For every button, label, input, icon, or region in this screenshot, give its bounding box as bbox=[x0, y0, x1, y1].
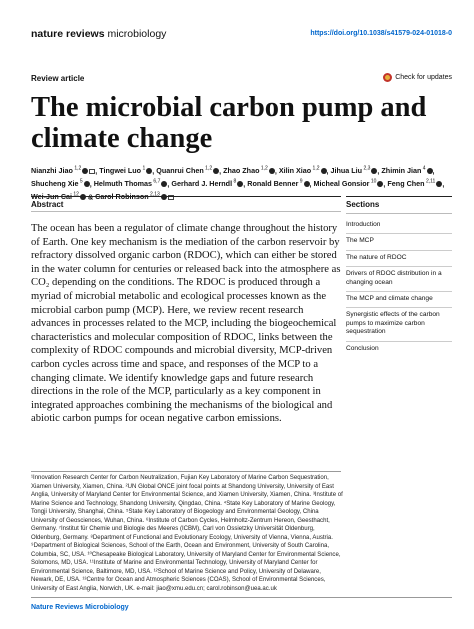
author-name: Feng Chen bbox=[387, 179, 425, 189]
author-affiliation-number: 1 bbox=[141, 166, 146, 172]
orcid-icon[interactable] bbox=[304, 181, 310, 187]
author[interactable] bbox=[99, 166, 152, 175]
affiliations-text: ¹Innovation Research Center for Carbon Neutralization, Fujian Key Laboratory of Marine Carbon Sequestration, Xiamen University, Xiamen, China. ²UN Global ONCE joint focal points at Shandong University, University of East Anglia, University of Maryland Center for Environmental Science, and Xiamen University, Xiamen, China. ³Institute of Marine Science and Technology, Shandong University, Qingdao, China. ⁴State Key Laboratory of Marine Geology, Tongji University, Shanghai, China. ⁵State Key Laboratory of Biogeology and Environmental Geology, China University of Geosciences, Wuhan, China. ⁶Institute of Carbon Cycles, Helmholtz-Zentrum Hereon, Geesthacht, Germany. ⁷Institut für Chemie und Biologie des Meeres (ICBM), Carl von Ossietzky Universität Oldenburg, Oldenburg, Germany. ⁸Department of Functional and Evolutionary Ecology, University of Vienna, Vienna, Austria. ⁹Department of Biological Sciences, School of the Earth, Ocean and Environment, University of South Carolina, Columbia, SC, USA. ¹⁰Chesapeake Biological Laboratory, University of Maryland Center for Environmental Science, Solomons, MD, USA. ¹¹Institute of Marine and Environmental Technology, University of Maryland Center for Environmental Science, Baltimore, MD, USA. ¹²School of Marine Science and Policy, University of Delaware, Newark, DE, USA. ¹³Centre for Ocean and Atmospheric Sciences (COAS), School of Environmental Sciences, University of East Anglia, Norwich, UK. bbox=[31, 475, 343, 592]
sections-heading: Sections bbox=[346, 200, 380, 209]
orcid-icon[interactable] bbox=[427, 168, 433, 174]
author-name: Xilin Xiao bbox=[278, 166, 312, 176]
author-affiliation-number: 10 bbox=[369, 178, 377, 185]
orcid-icon[interactable] bbox=[377, 181, 383, 187]
journal-name-rest: microbiology bbox=[104, 28, 167, 40]
author-affiliation-number: 1,2 bbox=[72, 166, 82, 172]
author[interactable] bbox=[279, 166, 327, 175]
author-list: Nianzhi Jiao $^{1,2}$ , Tingwei Luo $^1$ , Quanrui Chen $^{1,2}$ , Zhao Zhao $^{1,2}$ , Xilin Xiao $^{1,2}$ , Jihua Liu $^{2,3}$ , Zhimin Jian $^4$ , Shucheng Xie $^5$ , Helmuth Thomas $^{6,7}$ , Gerhard J. Herndl $^8$ , Ronald Benner $^9$ , Micheal Gonsior $^{10}$ , Feng Chen $^{2,11}$ , Wei-Jun Cai $^{12}$ & Carol Robinson $^{2,13}$ bbox=[31, 166, 445, 202]
orcid-icon[interactable] bbox=[213, 168, 219, 174]
author-name: Micheal Gonsior bbox=[313, 179, 370, 189]
orcid-icon[interactable] bbox=[269, 168, 275, 174]
author-name: Wei-Jun Cai bbox=[31, 192, 73, 202]
article-title: The microbial carbon pump and climate change bbox=[31, 92, 427, 154]
author[interactable] bbox=[247, 179, 309, 188]
orcid-icon[interactable] bbox=[237, 181, 243, 187]
author-name: Carol Robinson bbox=[95, 192, 149, 202]
author[interactable] bbox=[331, 166, 378, 175]
crossmark-icon bbox=[383, 73, 392, 82]
author-affiliation-number: 4 bbox=[421, 166, 426, 172]
section-link-drivers-of-rdoc[interactable]: Drivers of RDOC distribution in a changing ocean bbox=[346, 267, 452, 292]
author[interactable] bbox=[387, 179, 442, 188]
footer-journal-name: Nature Reviews Microbiology bbox=[31, 604, 129, 611]
divider bbox=[346, 213, 452, 214]
section-link-the-mcp[interactable]: The MCP bbox=[346, 234, 452, 250]
orcid-icon[interactable] bbox=[321, 168, 327, 174]
orcid-icon[interactable] bbox=[82, 168, 88, 174]
author-affiliation-number: 8 bbox=[232, 178, 237, 185]
author-name: Zhimin Jian bbox=[381, 166, 422, 176]
author-name: Shucheng Xie bbox=[31, 179, 79, 189]
author-affiliation-number: 6,7 bbox=[152, 178, 161, 185]
section-link-introduction[interactable]: Introduction bbox=[346, 218, 452, 234]
author-affiliation-number: 12 bbox=[72, 191, 79, 198]
author-affiliation-number: 1,2 bbox=[203, 166, 213, 172]
author-affiliation-number: 9 bbox=[298, 178, 303, 185]
contact-emails[interactable]: e-mail: jiao@xmu.edu.cn; carol.robinson@uea.ac.uk bbox=[136, 585, 277, 592]
check-updates-label: Check for updates bbox=[395, 74, 452, 81]
author-name: Jihua Liu bbox=[330, 166, 363, 176]
author[interactable] bbox=[31, 166, 95, 175]
author-name: Ronald Benner bbox=[247, 179, 299, 189]
envelope-icon[interactable] bbox=[89, 169, 95, 174]
author-affiliation-number: 2,11 bbox=[424, 178, 436, 185]
author-name: Gerhard J. Herndl bbox=[171, 179, 233, 189]
orcid-icon[interactable] bbox=[371, 168, 377, 174]
author[interactable] bbox=[31, 179, 90, 188]
journal-name-bold: nature reviews bbox=[31, 28, 105, 40]
author-affiliation-number: 2,3 bbox=[362, 166, 371, 172]
divider bbox=[31, 597, 452, 598]
author-affiliation-number: 1,2 bbox=[259, 166, 268, 172]
author-name: Nianzhi Jiao bbox=[31, 166, 73, 176]
affiliations bbox=[31, 474, 343, 593]
article-type: Review article bbox=[31, 74, 85, 83]
orcid-icon[interactable] bbox=[161, 181, 167, 187]
section-link-mcp-climate-change[interactable]: The MCP and climate change bbox=[346, 292, 452, 308]
orcid-icon[interactable] bbox=[146, 168, 152, 174]
author[interactable] bbox=[94, 179, 168, 188]
section-link-conclusion[interactable]: Conclusion bbox=[346, 344, 379, 352]
author-name: Tingwei Luo bbox=[99, 166, 142, 176]
sections-nav bbox=[346, 200, 452, 357]
author[interactable] bbox=[171, 179, 243, 188]
orcid-icon[interactable] bbox=[84, 181, 90, 187]
orcid-icon[interactable] bbox=[436, 181, 442, 187]
author-affiliation-number: 2,13 bbox=[148, 191, 160, 198]
author-name: Quanrui Chen bbox=[156, 166, 204, 176]
section-link-nature-of-rdoc[interactable]: The nature of RDOC bbox=[346, 251, 452, 267]
author-affiliation-number: 1,2 bbox=[311, 166, 320, 172]
section-link-synergistic-effects[interactable]: Synergistic effects of the carbon pumps to maximize carbon sequestration bbox=[346, 308, 452, 341]
check-updates-button[interactable] bbox=[383, 73, 452, 82]
doi-link[interactable]: https://doi.org/10.1038/s41579-024-01018-0 bbox=[310, 30, 452, 37]
author[interactable] bbox=[223, 166, 275, 175]
author-name: Zhao Zhao bbox=[223, 166, 260, 176]
author[interactable] bbox=[156, 166, 219, 175]
journal-masthead bbox=[31, 28, 166, 40]
divider bbox=[31, 196, 341, 197]
author-name: Helmuth Thomas bbox=[93, 179, 153, 189]
author[interactable] bbox=[381, 166, 432, 175]
author[interactable] bbox=[314, 179, 384, 188]
divider bbox=[31, 211, 341, 212]
abstract-heading: Abstract bbox=[31, 200, 64, 209]
author-affiliation-number: 5 bbox=[78, 178, 83, 185]
divider bbox=[346, 196, 452, 197]
divider bbox=[31, 471, 341, 472]
abstract-text: The ocean has been a regulator of climate change throughout the history of Earth. One key mechanism is the mediation of the carbon reservoir by refractory dissolved organic carbon (RDOC), which can either be stored in the water column for centuries or released back into the atmosphere as CO₂ depending on the conditions. The RDOC is produced through a myriad of microbial metabolic and ecological processes known as the microbial carbon pump (MCP). Here, we review recent research advances in processes related to the MCP, including the biogeochemical characteristics and molecular composition of RDOC, links between the complexity of RDOC compounds and microbial diversity, MCP-driven carbon cycles across time and space, and responses of the MCP to a changing climate. We identify knowledge gaps and future research directions in the role of the MCP, particularly as a key component in integrated approaches combining the mechanisms of the biological and abiotic carbon pumps for ocean negative carbon emissions. bbox=[31, 223, 341, 425]
